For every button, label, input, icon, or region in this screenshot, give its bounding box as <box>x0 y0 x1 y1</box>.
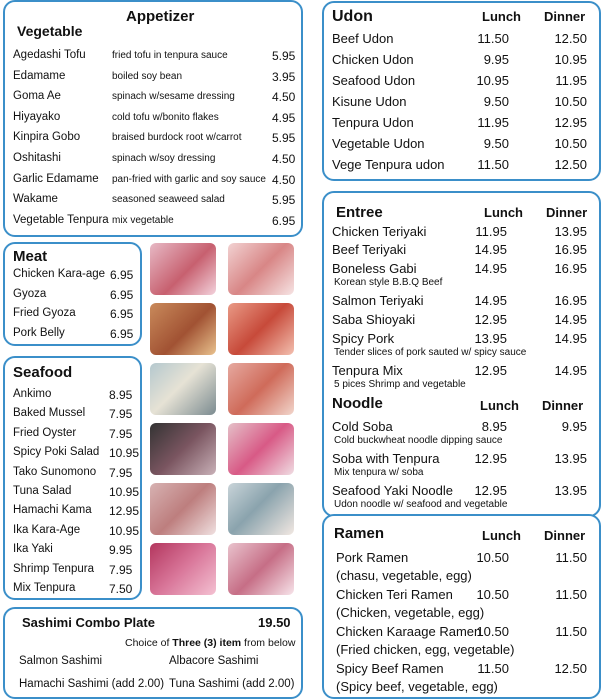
appetizer-item-name: Goma Ae <box>13 90 61 103</box>
ramen-item-dinner: 12.50 <box>554 661 587 676</box>
tuna-salad-photo <box>228 483 294 535</box>
ramen-item-sub: (Fried chicken, egg, vegetable) <box>336 642 515 657</box>
noodle-item-dinner: 13.95 <box>554 483 587 498</box>
entree-item-sub: Korean style B.B.Q Beef <box>334 277 443 288</box>
ankimo-photo <box>228 363 294 415</box>
entree-title: Entree <box>336 204 383 221</box>
appetizer-item-price: 5.95 <box>272 49 296 63</box>
appetizer-section <box>3 0 303 237</box>
entree-item-lunch: 11.95 <box>475 224 507 239</box>
seafood-item-name: Ika Kara-Age <box>13 523 81 536</box>
sashimi-item: Hamachi Sashimi (add 2.00) <box>19 678 165 690</box>
appetizer-item-price: 3.95 <box>272 69 296 84</box>
appetizer-item-desc: spinach w/soy dressing <box>112 153 216 164</box>
appetizer-item-name: Edamame <box>13 69 66 82</box>
seafood-item-price: 7.95 <box>109 407 133 422</box>
ramen-item-name: Chicken Karaage Ramen <box>336 624 482 639</box>
udon-item-lunch: 9.95 <box>483 52 509 67</box>
appetizer-item-desc: spinach w/sesame dressing <box>112 91 235 103</box>
ramen-item-dinner: 11.50 <box>555 550 587 565</box>
appetizer-item-price: 6.95 <box>272 213 296 228</box>
ramen-dinner-header: Dinner <box>544 528 586 543</box>
entree-item-dinner: 13.95 <box>554 224 587 239</box>
meat-title: Meat <box>13 248 48 265</box>
seafood-item-name: Tako Sunomono <box>13 465 97 478</box>
udon-item-name: Chicken Udon <box>332 52 414 67</box>
seafood-item-price: 9.95 <box>109 543 133 558</box>
entree-item-dinner: 14.95 <box>554 363 587 378</box>
entree-dinner-header: Dinner <box>546 205 588 220</box>
seafood-item-price: 7.95 <box>109 465 133 480</box>
meat-item-price: 6.95 <box>110 268 134 282</box>
meat-item-price: 6.95 <box>110 307 134 321</box>
ramen-item-sub: (Spicy beef, vegetable, egg) <box>336 679 498 694</box>
entree-item-lunch: 12.95 <box>474 363 507 378</box>
appetizer-item-desc: seasoned seaweed salad <box>112 194 225 206</box>
ramen-item-lunch: 10.50 <box>476 624 509 639</box>
ramen-item-dinner: 11.50 <box>555 624 587 639</box>
meat-item-name: Gyoza <box>13 287 47 300</box>
noodle-item-sub: Cold buckwheat noodle dipping sauce <box>334 435 503 446</box>
entree-item-lunch: 14.95 <box>474 242 507 257</box>
seafood-item-price: 12.95 <box>109 504 140 519</box>
noodle-item-lunch: 12.95 <box>474 483 507 498</box>
udon-item-lunch: 11.95 <box>477 115 509 130</box>
ramen-item-lunch: 10.50 <box>476 587 509 602</box>
appetizer-item-desc: cold tofu w/bonito flakes <box>112 111 219 123</box>
entree-noodle-section <box>322 191 601 517</box>
spicy-poki-salad-photo <box>228 423 294 475</box>
seafood-item-name: Ika Yaki <box>13 543 53 556</box>
shrimp-tenpura-photo <box>150 543 216 595</box>
ramen-item-dinner: 11.50 <box>555 587 587 602</box>
meat-section <box>3 242 142 346</box>
appetizer-item-price: 5.95 <box>272 131 296 146</box>
entree-item-dinner: 16.95 <box>554 242 587 257</box>
note-bold: Three (3) item <box>172 637 242 649</box>
entree-item-sub: 5 pices Shrimp and vegetable <box>334 379 466 390</box>
entree-item-dinner: 16.95 <box>554 261 587 276</box>
seafood-item-price: 10.95 <box>109 446 140 461</box>
noodle-item-sub: Mix tenpura w/ soba <box>334 467 424 478</box>
entree-item-name: Beef Teriyaki <box>332 242 407 257</box>
note-post: from below <box>241 637 296 649</box>
udon-item-dinner: 10.50 <box>554 94 587 109</box>
ramen-item-sub: (chasu, vegetable, egg) <box>336 568 472 583</box>
appetizer-item-desc: fried tofu in tenpura sauce <box>112 50 228 61</box>
note-pre: Choice of <box>125 637 173 649</box>
sashimi-item: Tuna Sashimi (add 2.00) <box>169 678 295 690</box>
noodle-item-name: Soba with Tenpura <box>332 451 440 466</box>
udon-item-lunch: 9.50 <box>483 136 509 151</box>
fried-gyoza-photo <box>150 303 216 355</box>
sashimi-item: Albacore Sashimi <box>169 655 259 667</box>
seafood-item-name: Spicy Poki Salad <box>13 446 100 459</box>
pork-belly-photo <box>228 303 294 355</box>
sashimi-combo-note <box>125 637 295 649</box>
appetizer-title: Appetizer <box>126 8 195 25</box>
entree-item-dinner: 14.95 <box>554 312 587 327</box>
sashimi-item: Salmon Sashimi <box>19 655 103 667</box>
noodle-item-lunch: 12.95 <box>474 451 507 466</box>
noodle-title: Noodle <box>332 395 383 412</box>
entree-item-name: Saba Shioyaki <box>332 312 416 327</box>
seafood-item-price: 7.50 <box>109 582 133 596</box>
appetizer-item-name: Hiyayako <box>13 110 61 123</box>
appetizer-item-name: Agedashi Tofu <box>13 49 86 61</box>
udon-item-name: Kisune Udon <box>332 94 407 109</box>
udon-item-name: Vege Tenpura udon <box>332 157 445 172</box>
appetizer-item-price: 4.50 <box>272 152 296 166</box>
seafood-item-price: 8.95 <box>109 388 133 402</box>
seafood-item-name: Hamachi Kama <box>13 504 92 517</box>
entree-lunch-header: Lunch <box>484 205 523 220</box>
entree-item-name: Salmon Teriyaki <box>332 293 424 308</box>
seafood-item-name: Fried Oyster <box>13 426 77 439</box>
ramen-item-lunch: 10.50 <box>476 550 509 565</box>
appetizer-item-name: Wakame <box>13 193 58 206</box>
meat-item-price: 6.95 <box>110 287 134 302</box>
appetizer-item-price: 4.95 <box>272 110 296 125</box>
hamachi-kama-photo <box>150 483 216 535</box>
noodle-item-sub: Udon noodle w/ seafood and vegetable <box>334 499 508 510</box>
seafood-item-price: 7.95 <box>109 426 133 441</box>
ramen-item-lunch: 11.50 <box>477 661 509 676</box>
meat-item-name: Pork Belly <box>13 326 65 339</box>
sashimi-combo-title: Sashimi Combo Plate <box>22 615 155 630</box>
ramen-lunch-header: Lunch <box>482 528 521 543</box>
udon-item-name: Beef Udon <box>332 31 394 46</box>
seafood-item-price: 10.95 <box>109 485 140 499</box>
appetizer-item-name: Oshitashi <box>13 152 61 164</box>
appetizer-item-price: 4.50 <box>272 172 296 187</box>
udon-section <box>322 1 601 181</box>
udon-item-lunch: 10.95 <box>476 73 509 88</box>
appetizer-item-name: Garlic Edamame <box>13 172 99 185</box>
noodle-item-lunch: 8.95 <box>481 419 507 434</box>
udon-item-lunch: 11.50 <box>477 157 509 172</box>
entree-item-lunch: 12.95 <box>474 312 507 327</box>
entree-item-sub: Tender slices of pork sauted w/ spicy sauce <box>334 347 527 358</box>
noodle-item-name: Seafood Yaki Noodle <box>332 483 453 498</box>
noodle-lunch-header: Lunch <box>480 398 519 413</box>
noodle-item-name: Cold Soba <box>332 419 393 434</box>
entree-item-lunch: 13.95 <box>474 331 507 346</box>
entree-item-name: Boneless Gabi <box>332 261 417 276</box>
entree-item-lunch: 14.95 <box>474 293 507 308</box>
noodle-item-dinner: 9.95 <box>561 419 587 434</box>
seafood-section <box>3 356 142 600</box>
entree-item-name: Tenpura Mix <box>332 363 403 378</box>
udon-item-dinner: 12.50 <box>554 31 587 46</box>
udon-item-name: Seafood Udon <box>332 73 416 88</box>
appetizer-item-name: Vegetable Tenpura <box>13 213 109 226</box>
udon-item-name: Tenpura Udon <box>332 115 414 130</box>
ramen-item-name: Spicy Beef Ramen <box>336 661 444 676</box>
udon-title: Udon <box>332 8 373 25</box>
meat-item-price: 6.95 <box>110 326 134 341</box>
udon-item-lunch: 9.50 <box>483 94 509 109</box>
seafood-item-name: Shrimp Tenpura <box>13 562 94 575</box>
seafood-item-name: Baked Mussel <box>13 407 86 420</box>
vegetable-subtitle: Vegetable <box>17 23 83 39</box>
appetizer-item-desc: pan-fried with garlic and soy sauce <box>112 173 266 185</box>
udon-item-dinner: 11.95 <box>555 73 587 88</box>
entree-item-dinner: 14.95 <box>554 331 587 346</box>
chicken-karaage-photo <box>150 243 216 295</box>
meat-item-name: Fried Gyoza <box>13 307 76 319</box>
appetizer-item-desc: boiled soy bean <box>112 70 183 82</box>
appetizer-item-desc: braised burdock root w/carrot <box>112 132 242 144</box>
entree-item-name: Spicy Pork <box>332 331 395 346</box>
ramen-section <box>322 514 601 699</box>
udon-dinner-header: Dinner <box>544 9 586 24</box>
appetizer-item-name: Kinpira Gobo <box>13 131 81 144</box>
entree-item-name: Chicken Teriyaki <box>332 224 427 239</box>
udon-lunch-header: Lunch <box>482 9 521 24</box>
meat-item-name: Chicken Kara-age <box>13 268 106 280</box>
udon-item-dinner: 10.95 <box>554 52 587 67</box>
seafood-item-name: Mix Tenpura <box>13 582 76 594</box>
entree-item-dinner: 16.95 <box>554 293 587 308</box>
ramen-item-name: Chicken Teri Ramen <box>336 587 453 602</box>
udon-item-dinner: 12.95 <box>554 115 587 130</box>
ramen-item-sub: (Chicken, vegetable, egg) <box>336 605 485 620</box>
seafood-item-price: 10.95 <box>109 523 140 538</box>
ika-yaki-photo <box>228 543 294 595</box>
udon-item-name: Vegetable Udon <box>332 136 425 151</box>
udon-item-dinner: 12.50 <box>554 157 587 172</box>
entree-item-lunch: 14.95 <box>474 261 507 276</box>
seafood-item-price: 7.95 <box>109 562 133 577</box>
sashimi-combo-price: 19.50 <box>258 615 291 630</box>
udon-item-lunch: 11.50 <box>477 31 509 46</box>
seafood-title: Seafood <box>13 364 73 381</box>
ramen-item-name: Pork Ramen <box>336 550 409 565</box>
udon-item-dinner: 10.50 <box>554 136 587 151</box>
gyoza-photo <box>228 243 294 295</box>
appetizer-item-price: 5.95 <box>272 193 296 208</box>
seafood-item-name: Tuna Salad <box>13 485 72 497</box>
ramen-title: Ramen <box>334 525 385 542</box>
noodle-item-dinner: 13.95 <box>554 451 587 466</box>
seafood-item-name: Ankimo <box>13 388 52 400</box>
appetizer-item-price: 4.50 <box>272 90 296 105</box>
appetizer-item-desc: mix vegetable <box>112 214 174 226</box>
noodle-dinner-header: Dinner <box>542 398 584 413</box>
sashimi-combo-section <box>3 607 303 699</box>
baked-mussel-photo <box>150 363 216 415</box>
tako-sunomono-photo <box>150 423 216 475</box>
